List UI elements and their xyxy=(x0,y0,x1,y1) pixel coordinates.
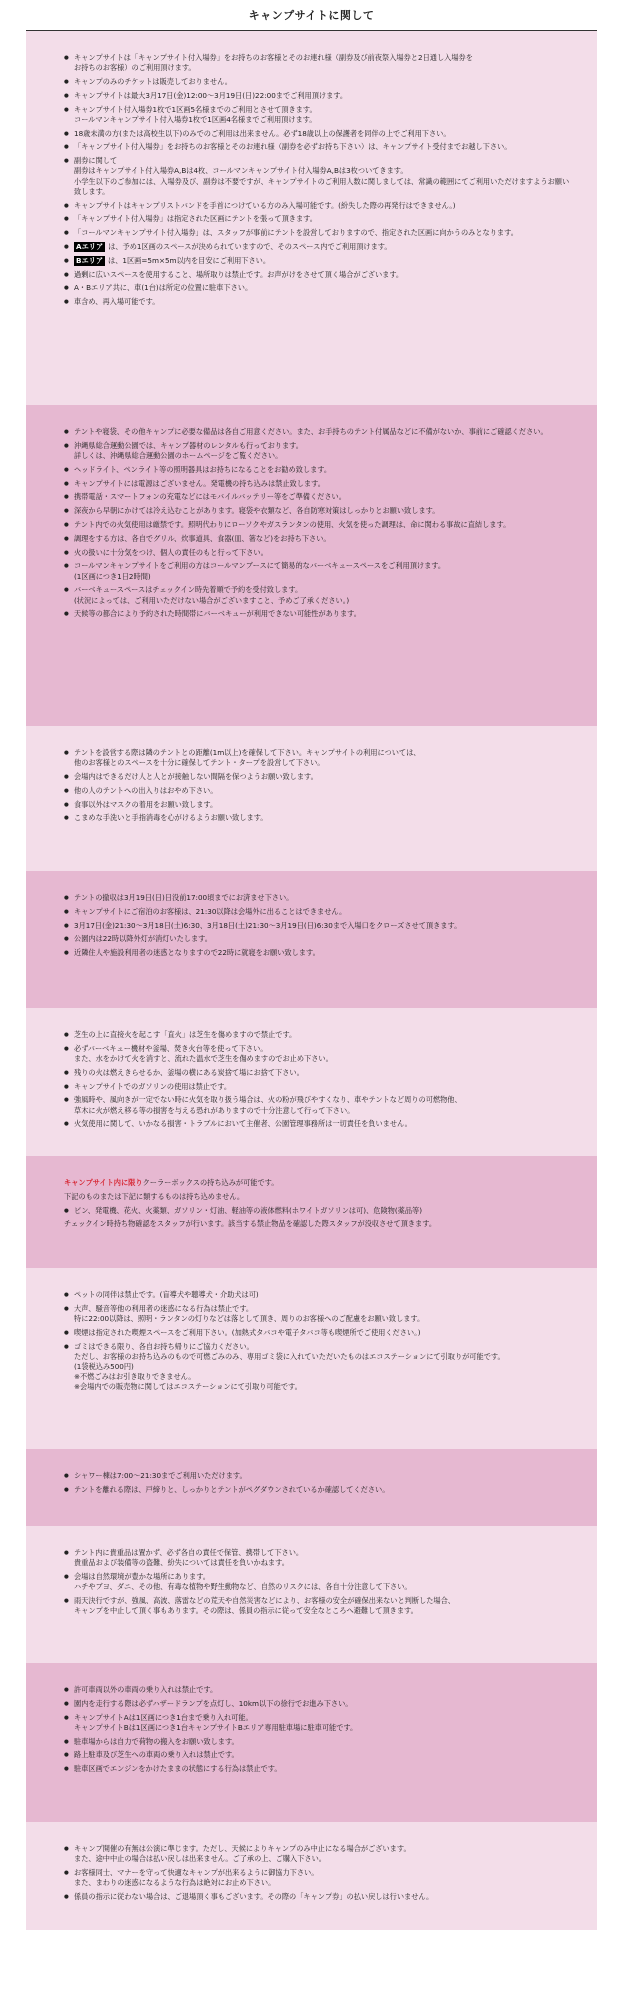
list-item: ● 会場内はできるだけ人と人とが接触しない間隔を保つようお願い致します。 xyxy=(64,772,571,782)
section-prohibited-items xyxy=(26,1156,597,1268)
list-item: ● コールマンキャンプサイトをご利用の方はコールマンブースにて簡易的なバーベキュースペースをご利用頂けます。 (1区画につき1日2時間) xyxy=(64,561,571,581)
list-item: ● ビン、発電機、花火、火薬類、ガソリン・灯油、軽油等の液体燃料(ホワイトガソリンは可)、危険物(薬品等) xyxy=(64,1206,571,1216)
list-item: ● 係員の指示に従わない場合は、ご退場頂く事もございます。その際の「キャンプ券」の払い戻しは行いません。 xyxy=(64,1892,571,1902)
list-item: ● キャンプサイトでのガソリンの使用は禁止です。 xyxy=(64,1082,571,1092)
page-title: キャンプサイトに関して xyxy=(248,9,375,22)
list-item: ● 18歳未満の方(または高校生以下)のみでのご利用は出来ません。必ず18歳以上の保護者を同伴の上でご利用下さい。 xyxy=(64,129,571,139)
list-item: ● 路上駐車及び芝生への車両の乗り入れは禁止です。 xyxy=(64,1750,571,1760)
section-cancellation xyxy=(26,1822,597,1930)
list-item: ● 大声、騒音等他の利用者の迷惑になる行為は禁止です。 特に22:00以降は、照明・ランタンの灯りなどは落として頂き、周りのお客様へのご配慮をお願い致します。 xyxy=(64,1304,571,1324)
outro-line: チェックイン時持ち物確認をスタッフが行います。該当する禁止物品を確認した際スタッフが没収させて頂きます。 xyxy=(64,1219,437,1229)
page-header xyxy=(26,0,597,31)
list-item: ● 沖縄県総合運動公園では、キャンプ器材のレンタルも行っております。 詳しくは、沖縄県総合運動公園のホームページをご覧ください。 xyxy=(64,441,571,461)
list-item: ● 天候等の都合により予約された時間帯にバーベキューが利用できない可能性があります。 xyxy=(64,609,571,619)
list-item: ● 車含め、再入場可能です。 xyxy=(64,297,571,307)
list-item: ● 喫煙は指定された喫煙スペースをご利用下さい。(加熱式タバコや電子タバコ等も喫煙所でご使用ください。) xyxy=(64,1328,571,1338)
list-item: ● キャンプサイトは「キャンプサイト付入場券」をお持ちのお客様とそのお連れ様（副券及び前夜祭入場券と2日通し入場券を お持ちのお客様）のご利用頂けます。 xyxy=(64,53,571,73)
list-item: ● こまめな手洗いと手指消毒を心がけるようお願い致します。 xyxy=(64,813,571,823)
area-b-text: は、1区画=5m×5m以内を目安にご利用下さい。 xyxy=(108,255,271,265)
list-item: ● 深夜から早朝にかけては冷え込むことがあります。寝袋や衣類など、各自防寒対策はしっかりとお願い致します。 xyxy=(64,506,571,516)
list-item: ● 副券に関して 副券はキャンプサイト付入場券A,Bは4枚、コールマンキャンプサイト付入場券A,Bは3枚ついてきます。 小学生以下のご参加には、入場券及び、副券は不要ですが、キャンプサイトのご利用人数に関しましては、常識の範囲にてご利用いただけますようお願い致します。 xyxy=(64,156,571,197)
list-item: ● キャンプサイトAは1区画につき1台まで乗り入れ可能。 キャンプサイトBは1区画につき1台キャンプサイトBエリア専用駐車場に駐車可能です。 xyxy=(64,1713,571,1733)
list-item: ● 火の扱いに十分気をつけ、個人の責任のもと行って下さい。 xyxy=(64,548,571,558)
list-item: ● 駐車場からは自力で荷物の搬入をお願い致します。 xyxy=(64,1737,571,1747)
list-item-area-a xyxy=(64,242,571,252)
section-fire xyxy=(26,1008,597,1156)
list-item: ● 雨天決行ですが、強風、高波、落雷などの荒天や自然災害などにより、お客様の安全が確保出来ないと判断した場合、 キャンプを中止して頂く事もあります。その際は、係員の指示に従って安全なところへ避難して頂きます。 xyxy=(64,1596,571,1616)
list-item: ● テント内に貴重品は置かず、必ず各自の責任で保管、携帯して下さい。 貴重品および装備等の盗難、紛失については責任を負いかねます。 xyxy=(64,1548,571,1568)
section-vehicles xyxy=(26,1663,597,1822)
list-item: ● 火気使用に関して、いかなる損害・トラブルにおいて主催者、公園管理事務所は一切責任を負いません。 xyxy=(64,1119,571,1129)
list-item: ● 「コールマンキャンプサイト付入場券」は、スタッフが事前にテントを設営しておりますので、指定された区画に向かうのみとなります。 xyxy=(64,228,571,238)
intro-text: クーラーボックスの持ち込みが可能です。 xyxy=(142,1178,279,1187)
list-item: ● キャンプサイト付入場券1枚で1区画5名様までのご利用とさせて頂きます。 コールマンキャンプサイト付入場券1枚で1区画4名様までご利用頂けます。 xyxy=(64,105,571,125)
list-item: ● 「キャンプサイト付入場券」をお持ちのお客様とそのお連れ様（副券を必ずお持ち下さい）は、キャンプサイト受付までお越し下さい。 xyxy=(64,142,571,152)
list-item: ● 近隣住人や施設利用者の迷惑となりますので22時に就寝をお願い致します。 xyxy=(64,948,571,958)
list-item: ● 携帯電話・スマートフォンの充電などにはモバイルバッテリー等をご準備ください。 xyxy=(64,492,571,502)
list-item-area-b xyxy=(64,256,571,266)
section-equipment xyxy=(26,405,597,726)
section-schedule xyxy=(26,871,597,1008)
list-item: ● ペットの同伴は禁止です。(盲導犬や聴導犬・介助犬は可) xyxy=(64,1290,571,1300)
list-item: ● キャンプ開催の有無は公演に準じます。ただし、天候によりキャンプのみ中止になる場合がございます。 また、途中中止の場合は払い戻しは出来ません。ご了承の上、ご購入下さい。 xyxy=(64,1844,571,1864)
list-item: ● テントを離れる際は、戸締りと、しっかりとテントがペグダウンされているか確認してください。 xyxy=(64,1485,571,1495)
list-item: ● 食事以外はマスクの着用をお願い致します。 xyxy=(64,800,571,810)
list-item: ● 必ずバーベキュー機材や釜場、焚き火台等を使って下さい。 また、水をかけて火を消すと、流れた温水で芝生を傷めますのでお止め下さい。 xyxy=(64,1044,571,1064)
list-item: ● 調理をする方は、各自でグリル、炊事道具、食器(皿、箸など)をお持ち下さい。 xyxy=(64,534,571,544)
list-item: ● キャンプサイトはキャンプリストバンドを手首につけている方のみ入場可能です。(紛失した際の再発行はできません。) xyxy=(64,201,571,211)
list-item: ● 3月17日(金)21:30〜3月18日(土)6:30、3月18日(土)21:30〜3月19日(日)6:30まで入場口をクローズさせて頂きます。 xyxy=(64,921,571,931)
list-item: ● 芝生の上に直接火を起こす「直火」は芝生を傷めますので禁止です。 xyxy=(64,1030,571,1040)
highlight-text: キャンプサイト内に限り xyxy=(64,1178,143,1187)
cooler-box-notice xyxy=(64,1178,571,1188)
list-item: ● キャンプサイトにご宿泊のお客様は、21:30以降は会場外に出ることはできません。 xyxy=(64,907,571,917)
section-manners xyxy=(26,1268,597,1449)
list-item: ● キャンプのみのチケットは販売しておりません。 xyxy=(64,77,571,87)
section-tent-spacing xyxy=(26,726,597,871)
list-item: ● 園内を走行する際は必ずハザードランプを点灯し、10km以下の徐行でお進み下さい。 xyxy=(64,1699,571,1709)
list-item: ● キャンプサイトには電源はございません。発電機の持ち込みは禁止致します。 xyxy=(64,479,571,489)
list-item: ● ゴミはできる限り、各自お持ち帰りにご協力ください。 ただし、お客様のお持ち込みのもので可燃ごみのみ、専用ゴミ袋に入れていただいたものはエコステーションにて引取りが可能です。 (1袋税込み500円) ※不燃ごみはお引き取りできません。 ※会場内での販売物に関してはエコステーションにて引取り可能です。 xyxy=(64,1342,571,1393)
list-item: ● A・Bエリア共に、車(1台)は所定の位置に駐車下さい。 xyxy=(64,283,571,293)
list-item: ● テントの撤収は3月19日(日)日没前17:00頃までにお済ませ下さい。 xyxy=(64,893,571,903)
intro-line: 下記のものまたは下記に類するものは持ち込めません。 xyxy=(64,1191,245,1201)
list-item: ● 「キャンプサイト付入場券」は指定された区画にテントを張って頂きます。 xyxy=(64,214,571,224)
section-shower xyxy=(26,1449,597,1526)
section-safety xyxy=(26,1526,597,1663)
area-b-badge: Bエリア xyxy=(76,255,104,265)
list-item: ● テントや寝袋、その他キャンプに必要な備品は各自ご用意ください。また、お手持ちのテント付属品などに不備がないか、事前にご確認ください。 xyxy=(64,427,571,437)
list-item: ● バーベキュースペースはチェックイン時先着順で予約を受付致します。 (状況によっては、ご利用いただけない場合がございますこと、予めご了承ください。) xyxy=(64,585,571,605)
list-item: ● テント内での火気使用は厳禁です。照明代わりにローソクやガスランタンの使用、火気を使った調理は、命に関わる事故に直結します。 xyxy=(64,520,571,530)
list-item: ● 他の人のテントへの出入りはおやめ下さい。 xyxy=(64,786,571,796)
list-item: ● キャンプサイトは最大3月17日(金)12:00〜3月19日(日)22:00までご利用頂けます。 xyxy=(64,91,571,101)
list-item: ● 過剰に広いスペースを使用すること、場所取りは禁止です。お声がけをさせて頂く場合がございます。 xyxy=(64,270,571,280)
list-item: ● お客様同士、マナーを守って快適なキャンプが出来るように御協力下さい。 また、まわりの迷惑になるような行為は絶対にお止め下さい。 xyxy=(64,1868,571,1888)
area-a-badge: Aエリア xyxy=(76,241,104,251)
section-site-usage xyxy=(26,31,597,405)
list-item: ● 残りの火は燃えきらせるか、釜場の横にある炭捨て場にお捨て下さい。 xyxy=(64,1068,571,1078)
list-item: ● 公園内は22時以降外灯が消灯いたします。 xyxy=(64,934,571,944)
list-item: ● 会場は自然環境が豊かな場所にあります。 ハチやブヨ、ダニ、その他、有毒な植物や野生動物など、自然のリスクには、各自十分注意して下さい。 xyxy=(64,1572,571,1592)
list-item: ● 強風時や、風向きが一定でない時に火気を取り扱う場合は、火の粉が飛びやすくなり、車やテントなど周りの可燃物他、 草木に火が燃え移る等の損害を与える恐れがありますので十分注意して行って下さい。 xyxy=(64,1095,571,1115)
list-item: ● ヘッドライト、ペンライト等の照明器具はお持ちになることをお勧め致します。 xyxy=(64,465,571,475)
list-item: ● テントを設営する際は隣のテントとの距離(1m以上)を確保して下さい。キャンプサイトの利用については、 他のお客様とのスペースを十分に確保してテント・タープを設営して下さい。 xyxy=(64,748,571,768)
list-item: ● シャワー棟は7:00〜21:30までご利用いただけます。 xyxy=(64,1471,571,1481)
list-item: ● 許可車両以外の車両の乗り入れは禁止です。 xyxy=(64,1685,571,1695)
list-item: ● 駐車区画でエンジンをかけたままの状態にする行為は禁止です。 xyxy=(64,1764,571,1774)
area-a-text: は、予め1区画のスペースが決められていますので、そのスペース内でご利用頂けます。 xyxy=(108,241,392,251)
content xyxy=(26,31,597,1930)
